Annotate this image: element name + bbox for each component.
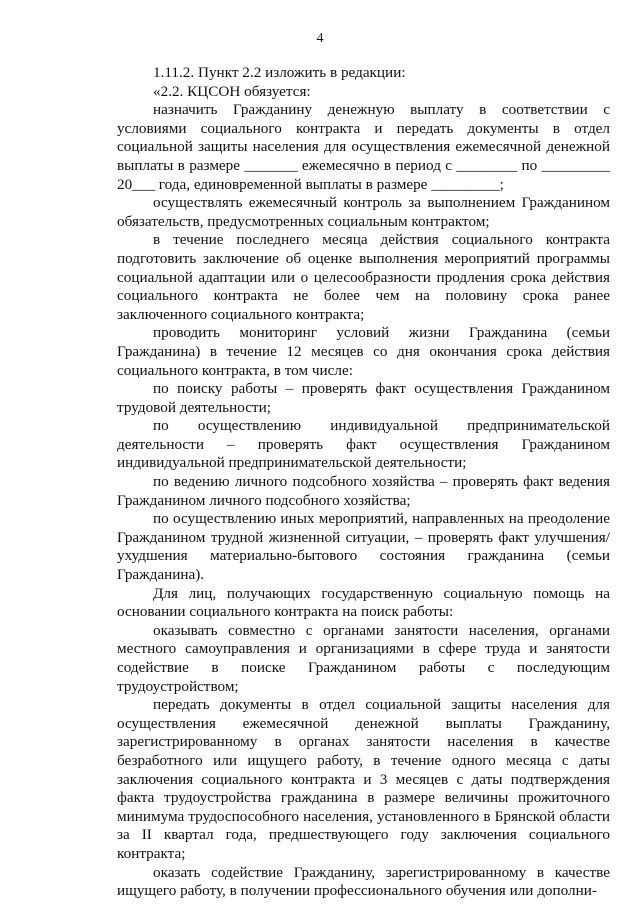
paragraph: передать документы в отдел социальной защиты населения для осуществления ежемесячной денежной выплаты Гражданину, зарегистрированному в органах занятости населения в качестве безработного или ищущего работу, в течение одного месяца с даты заключения социального контракта и 3 месяцев с даты подтверждения факта трудоустройства гражданина в размере величины прожиточного минимума трудоспособного населения, установленного в Брянской области за II квартал года, предшествующего году заключения социального контракта; <box>117 696 610 862</box>
paragraph: по поиску работы – проверять факт осуществления Гражданином трудовой деятельности; <box>117 380 610 416</box>
paragraph: Для лиц, получающих государственную социальную помощь на основании социального контракта на поиск работы: <box>117 584 610 621</box>
paragraph: по ведению личного подсобного хозяйства – проверять факт ведения Гражданином личного подсобного хозяйства; <box>117 473 610 509</box>
paragraph: проводить мониторинг условий жизни Гражданина (семьи Гражданина) в течение 12 месяцев со дня окончания срока действия социального контракта, в том числе: <box>117 324 610 379</box>
paragraph: «2.2. КЦСОН обязуется: <box>153 82 311 100</box>
paragraph: 1.11.2. Пункт 2.2 изложить в редакции: <box>153 64 406 81</box>
paragraph: по осуществлению индивидуальной предпринимательской деятельности – проверять факт осуществления Гражданином индивидуальной предпринимательской деятельности; <box>117 417 610 472</box>
paragraph: назначить Гражданину денежную выплату в соответствии с условиями социального контракта и передать документы в отдел социальной защиты населения для осуществления ежемесячной денежной выплаты в размере _______ ежемесячно в период с ________ по _________ 20___ года, единовременной выплаты в размере _________; <box>117 101 610 193</box>
document-body <box>117 64 610 901</box>
paragraph: оказывать совместно с органами занятости населения, органами местного самоуправления и организациями в сфере труда и занятости содействие в поиске Гражданином работы с последующим трудоустройством; <box>117 621 610 695</box>
paragraph: оказать содействие Гражданину, зарегистрированному в качестве ищущего работу, в получении профессионального обучения или дополни- <box>117 863 610 900</box>
page-number: 4 <box>316 31 324 46</box>
paragraph: осуществлять ежемесячный контроль за выполнением Гражданином обязательств, предусмотренных социальным контрактом; <box>117 194 610 230</box>
paragraph: в течение последнего месяца действия социального контракта подготовить заключение об оценке выполнения мероприятий программы социальной адаптации или о целесообразности продления срока действия социального контракта не более чем на половину срока ранее заключенного социального контракта; <box>117 231 610 323</box>
paragraph: по осуществлению иных мероприятий, направленных на преодоление Гражданином трудной жизненной ситуации, – проверять факт улучшения/ухудшения материально-бытового состояния гражданина (семьи Гражданина). <box>117 510 610 584</box>
